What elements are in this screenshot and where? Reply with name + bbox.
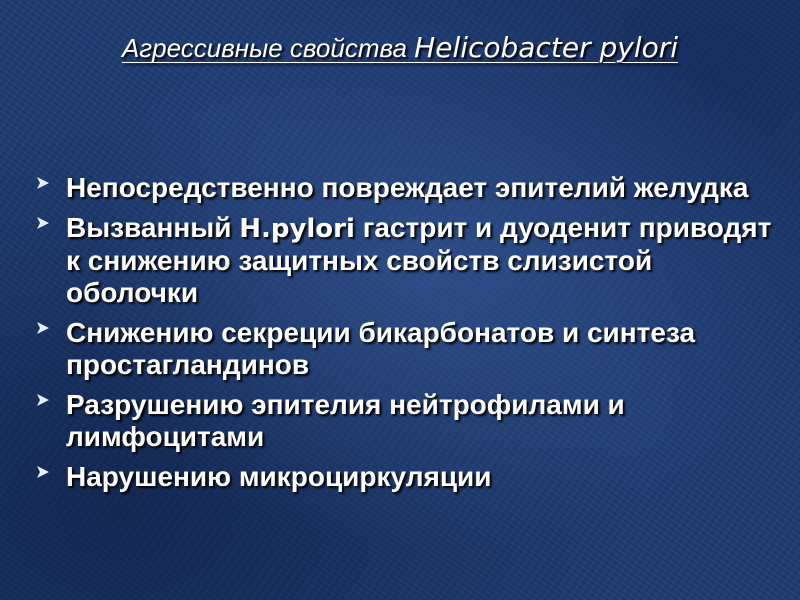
arrowhead-bullet-icon bbox=[36, 321, 50, 335]
arrowhead-bullet-icon bbox=[36, 393, 50, 407]
title-part-1: Агрессивные свойства bbox=[121, 33, 415, 63]
bullet-item bbox=[32, 389, 772, 453]
bullet-text-highlight: H.pylori bbox=[239, 214, 355, 244]
bullet-item bbox=[32, 212, 772, 309]
bullet-item bbox=[32, 317, 772, 381]
slide-title bbox=[60, 24, 740, 77]
bullet-text-prefix: Вызванный bbox=[66, 212, 240, 243]
arrowhead-bullet-icon bbox=[36, 465, 50, 479]
arrowhead-bullet-icon bbox=[36, 176, 50, 190]
title-part-2: Helicobacter pylori bbox=[414, 31, 679, 64]
bullet-list bbox=[32, 172, 772, 501]
arrowhead-bullet-icon bbox=[36, 216, 50, 230]
bullet-item bbox=[32, 172, 772, 204]
bullet-text: Снижению секреции бикарбонатов и синтеза простагландинов bbox=[66, 317, 696, 380]
bullet-text: Непосредственно повреждает эпителий желудка bbox=[66, 172, 749, 203]
bullet-item bbox=[32, 461, 772, 493]
bullet-text: Нарушению микроциркуляции bbox=[66, 461, 492, 492]
bullet-text: Разрушению эпителия нейтрофилами и лимфоцитами bbox=[66, 389, 625, 452]
bullet-text-suffix: гастрит и дуоденит приводят к снижению защитных свойств слизистой оболочки bbox=[66, 212, 772, 308]
